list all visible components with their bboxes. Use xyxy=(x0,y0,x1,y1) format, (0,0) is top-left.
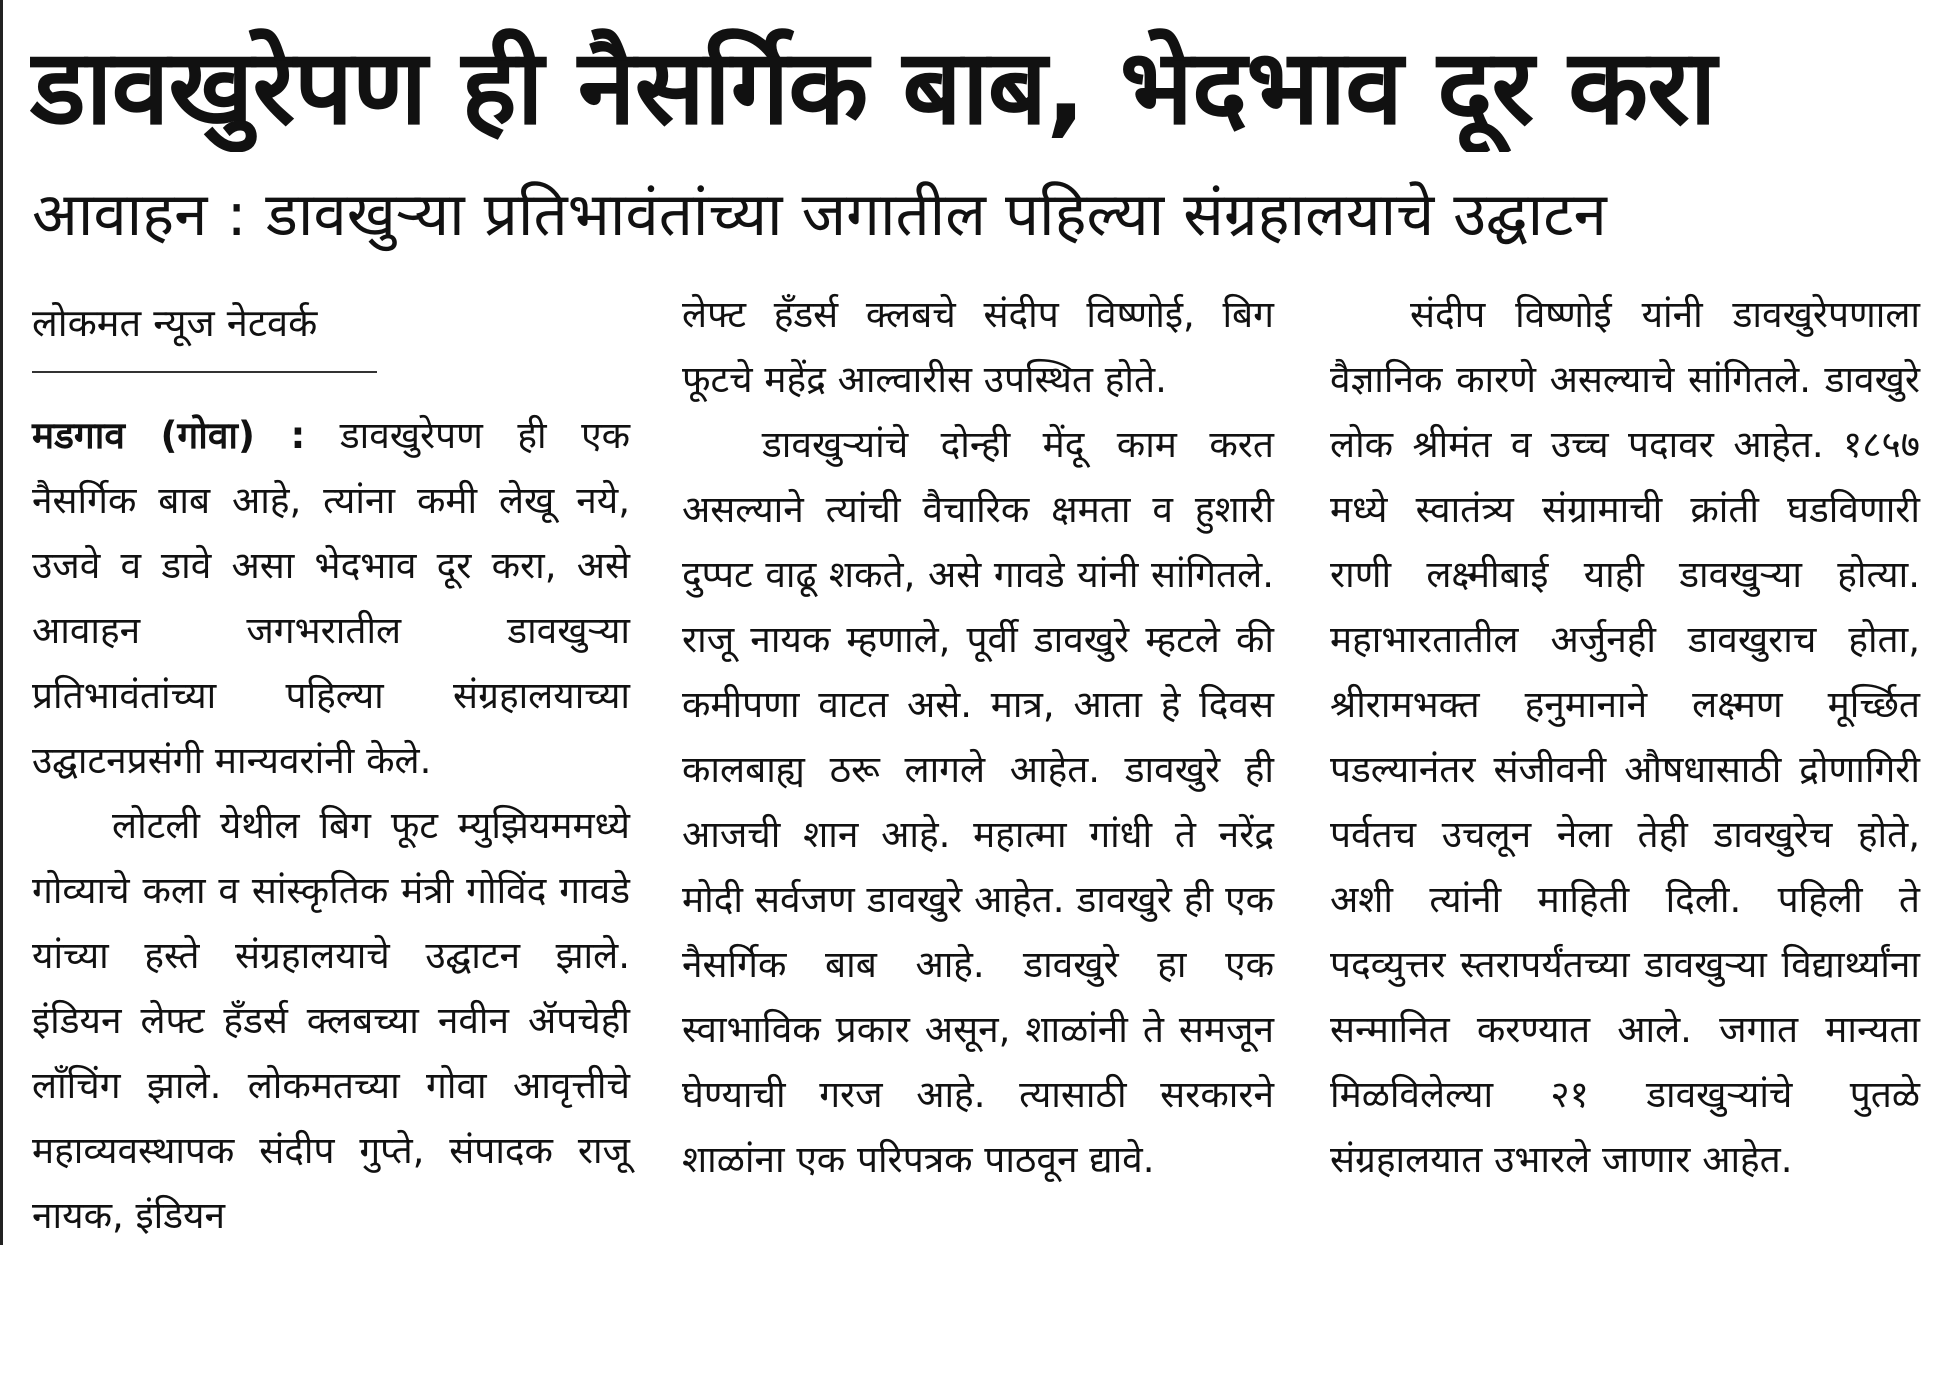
subheadline: आवाहन : डावखुऱ्या प्रतिभावंतांच्या जगातील पहिल्या संग्रहालयाचे उद्घाटन xyxy=(32,180,1607,250)
article-column-2 xyxy=(682,282,1274,1192)
headline: डावखुरेपण ही नैसर्गिक बाब, भेदभाव दूर करा xyxy=(30,26,1716,148)
article-column-3 xyxy=(1330,282,1920,1192)
column-1-paragraph-1-text: डावखुरेपण ही एक नैसर्गिक बाब आहे, त्यांना कमी लेखू नये, उजवे व डावे असा भेदभाव दूर करा, असे आवाहन जगभरातील डावखुऱ्या प्रतिभावंतांच्या पहिल्या संग्रहालयाच्या उद्घाटनप्रसंगी मान्यवरांनी केले. xyxy=(32,414,631,782)
left-column-rule xyxy=(0,0,3,1245)
article-column-1 xyxy=(32,293,630,1248)
column-1-paragraph-2: लोटली येथील बिग फूट म्युझियममध्ये गोव्याचे कला व सांस्कृतिक मंत्री गोविंद गावडे यांच्या हस्ते संग्रहालयाचे उद्घाटन झाले. इंडियन लेफ्ट हँडर्स क्लबच्या नवीन ॲपचेही लाँचिंग झाले. लोकमतच्या गोवा आवृत्तीचे महाव्यवस्थापक संदीप गुप्ते, संपादक राजू नायक, इंडियन xyxy=(32,804,630,1237)
column-3-paragraph-1: संदीप विष्णोई यांनी डावखुरेपणाला वैज्ञानिक कारणे असल्याचे सांगितले. डावखुरे लोक श्रीमंत व उच्च पदावर आहेत. १८५७ मध्ये स्वातंत्र्य संग्रामाची क्रांती घडविणारी राणी लक्ष्मीबाई याही डावखुऱ्या होत्या. महाभारतातील अर्जुनही डावखुराच होता, श्रीरामभक्त हनुमानाने लक्ष्मण मूर्च्छित पडल्यानंतर संजीवनी औषधासाठी द्रोणागिरी पर्वतच उचलून नेला तेही डावखुरेच होते, अशी त्यांनी माहिती दिली. पहिली ते पदव्युत्तर स्तरापर्यंतच्या डावखुऱ्या विद्यार्थ्यांना सन्मानित करण्यात आले. जगात मान्यता मिळविलेल्या २१ डावखुऱ्यांचे पुतळे संग्रहालयात उभारले जाणार आहेत. xyxy=(1330,293,1920,1181)
column-2-paragraph-2: डावखुऱ्यांचे दोन्ही मेंदू काम करत असल्याने त्यांची वैचारिक क्षमता व हुशारी दुप्पट वाढू शकते, असे गावडे यांनी सांगितले. राजू नायक म्हणाले, पूर्वी डावखुरे म्हटले की कमीपणा वाटत असे. मात्र, आता हे दिवस कालबाह्य ठरू लागले आहेत. डावखुरे ही आजची शान आहे. महात्मा गांधी ते नरेंद्र मोदी सर्वजण डावखुरे आहेत. डावखुरे ही एक नैसर्गिक बाब आहे. डावखुरे हा एक स्वाभाविक प्रकार असून, शाळांनी ते समजून घेण्याची गरज आहे. त्यासाठी सरकारने शाळांना एक परिपत्रक पाठवून द्यावे. xyxy=(682,423,1274,1181)
byline: लोकमत न्यूज नेटवर्क xyxy=(32,301,318,345)
dateline: मडगाव (गोवा) : xyxy=(32,414,306,457)
column-1-paragraph-1 xyxy=(32,403,630,793)
byline-underline xyxy=(32,371,377,373)
column-2-paragraph-1: लेफ्ट हँडर्स क्लबचे संदीप विष्णोई, बिग फूटचे महेंद्र आल्वारीस उपस्थित होते. xyxy=(682,293,1274,401)
